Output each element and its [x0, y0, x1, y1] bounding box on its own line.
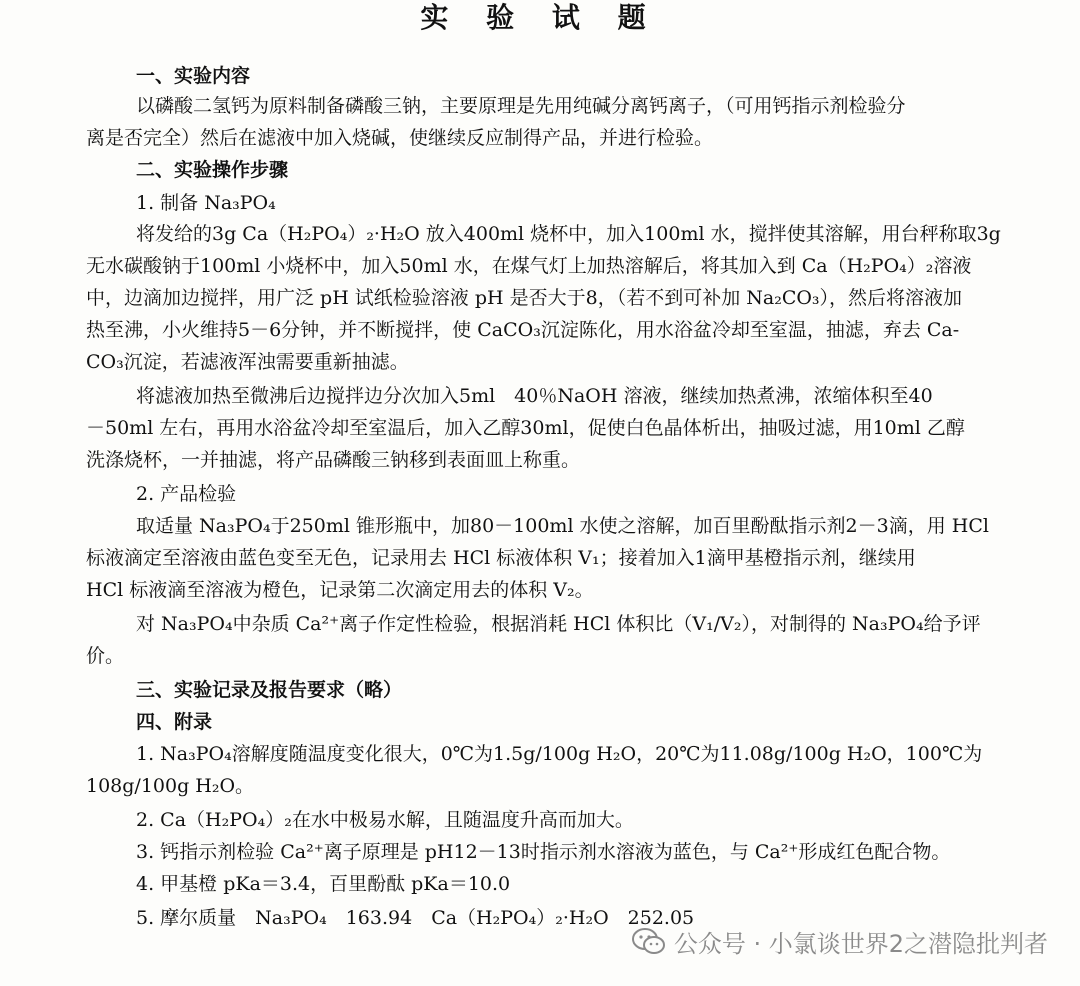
section-heading: 三、实验记录及报告要求（略） — [136, 679, 403, 701]
text-line: 2. Ca（H₂PO₄）₂在水中极易水解，且随温度升高而加大。 — [136, 809, 634, 831]
section-heading: 四、附录 — [136, 711, 213, 733]
text-line: 1. Na₃PO₄溶解度随温度变化很大，0℃为1.5g/100g H₂O，20℃为11.08g/100g H₂O，100℃为 — [136, 743, 983, 765]
text-line: 将滤液加热至微沸后边搅拌边分次加入5ml 40％NaOH 溶液，继续加热煮沸，浓缩体积至40 — [136, 385, 933, 407]
text-line: 2. 产品检验 — [136, 483, 237, 505]
text-line: 中，边滴加边搅拌，用广泛 pH 试纸检验溶液 pH 是否大于8，（若不到可补加 Na₂CO₃），然后将溶液加 — [86, 287, 963, 309]
text-line: 3. 钙指示剂检验 Ca²⁺离子原理是 pH12－13时指示剂水溶液为蓝色，与 Ca²⁺形成红色配合物。 — [136, 841, 951, 863]
text-line: 价。 — [86, 645, 125, 667]
text-line: 对 Na₃PO₄中杂质 Ca²⁺离子作定性检验，根据消耗 HCl 体积比（V₁/V₂），对制得的 Na₃PO₄给予评 — [136, 613, 981, 635]
text-line: 热至沸，小火维持5－6分钟，并不断搅拌，使 CaCO₃沉淀陈化，用水浴盆冷却至室温，抽滤，弃去 Ca- — [86, 319, 960, 341]
text-line: 无水碳酸钠于100ml 小烧杯中，加入50ml 水，在煤气灯上加热溶解后，将其加入到 Ca（H₂PO₄）₂溶液 — [86, 255, 972, 277]
wechat-icon — [632, 927, 666, 957]
text-line: 洗涤烧杯，一并抽滤，将产品磷酸三钠移到表面皿上称重。 — [86, 449, 581, 471]
text-line: 离是否完全）然后在滤液中加入烧碱，使继续反应制得产品，并进行检验。 — [86, 127, 714, 149]
text-line: 取适量 Na₃PO₄于250ml 锥形瓶中，加80－100ml 水使之溶解，加百里酚酞指示剂2－3滴，用 HCl — [136, 515, 989, 537]
section-heading: 一、实验内容 — [136, 65, 251, 87]
text-line: 5. 摩尔质量 Na₃PO₄ 163.94 Ca（H₂PO₄）₂·H₂O 252.05 — [136, 907, 695, 929]
page-title: 实 验 试 题 — [420, 1, 660, 34]
text-line: 以磷酸二氢钙为原料制备磷酸三钠，主要原理是先用纯碱分离钙离子，（可用钙指示剂检验分 — [136, 95, 906, 117]
text-line: 将发给的3g Ca（H₂PO₄）₂·H₂O 放入400ml 烧杯中，加入100ml 水，搅拌使其溶解，用台秤称取3g — [136, 223, 1001, 245]
text-line: CO₃沉淀，若滤液浑浊需要重新抽滤。 — [86, 351, 409, 373]
section-heading: 二、实验操作步骤 — [136, 159, 289, 181]
text-line: 1. 制备 Na₃PO₄ — [136, 192, 276, 214]
watermark — [632, 924, 1048, 959]
watermark-text: 公众号 · 小氯谈世界2之潜隐批判者 — [673, 930, 1048, 958]
text-line: 108g/100g H₂O。 — [86, 775, 255, 797]
text-line: 4. 甲基橙 pKa＝3.4，百里酚酞 pKa＝10.0 — [136, 873, 511, 895]
text-line: 标液滴定至溶液由蓝色变至无色，记录用去 HCl 标液体积 V₁；接着加入1滴甲基橙指示剂，继续用 — [86, 547, 916, 569]
text-line: －50ml 左右，再用水浴盆冷却至室温后，加入乙醇30ml，促使白色晶体析出，抽吸过滤，用10ml 乙醇 — [86, 417, 965, 439]
text-line: HCl 标液滴至溶液为橙色，记录第二次滴定用去的体积 V₂。 — [86, 579, 594, 601]
